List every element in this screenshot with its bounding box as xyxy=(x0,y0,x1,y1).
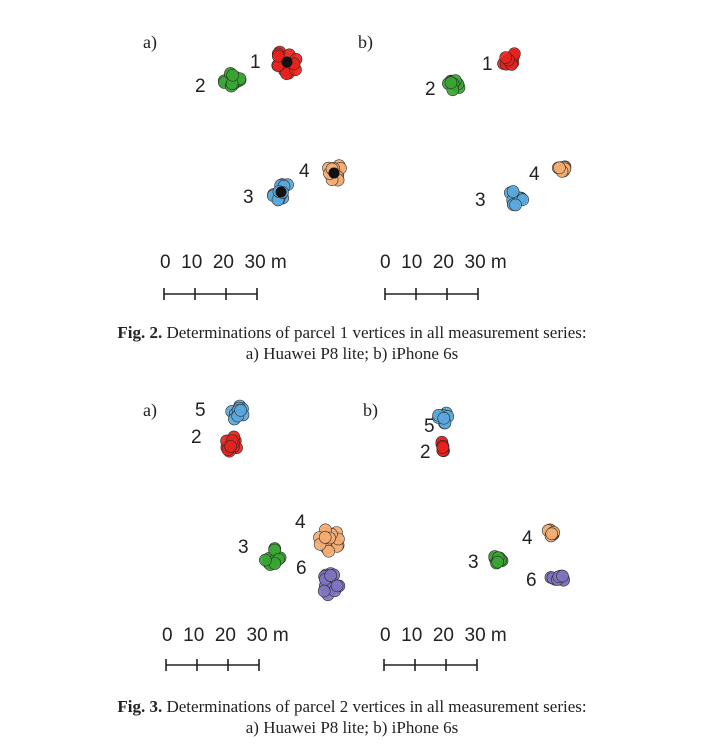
panel-letter: a) xyxy=(143,400,157,420)
measurement-point xyxy=(227,69,239,81)
point-group-2 xyxy=(221,431,243,457)
vertex-label-6: 6 xyxy=(526,570,537,591)
point-group-3 xyxy=(489,551,508,569)
caption-line-2: a) Huawei P8 lite; b) iPhone 6s xyxy=(245,718,459,737)
reference-vertex-marker xyxy=(282,57,293,68)
measurement-point xyxy=(437,442,449,454)
measurement-point xyxy=(500,52,512,64)
caption-line-1: Determinations of parcel 1 vertices in all measurement series: xyxy=(166,323,587,342)
measurement-point xyxy=(510,199,522,211)
measurement-point xyxy=(553,162,565,174)
point-group-4 xyxy=(552,161,571,178)
point-group-6 xyxy=(318,568,345,601)
caption-label: Fig. 2. xyxy=(117,323,163,342)
panel-letter: a) xyxy=(143,32,157,52)
vertex-label-3: 3 xyxy=(468,552,479,573)
point-group-1 xyxy=(272,46,302,80)
vertex-label-4: 4 xyxy=(529,164,540,185)
measurement-point xyxy=(546,528,558,540)
vertex-label-3: 3 xyxy=(475,190,486,211)
scale-bar xyxy=(385,288,478,300)
point-group-1 xyxy=(498,48,521,71)
point-group-5 xyxy=(433,407,454,429)
fig3-panel-b xyxy=(363,400,570,671)
measurement-point xyxy=(325,570,337,582)
vertex-label-3: 3 xyxy=(243,187,254,208)
measurement-point xyxy=(445,77,457,89)
vertex-label-1: 1 xyxy=(250,52,261,73)
fig2-caption xyxy=(0,322,704,364)
point-group-3 xyxy=(267,179,293,206)
fig3-panel-a xyxy=(143,400,345,671)
measurement-point xyxy=(319,531,331,543)
point-group-5 xyxy=(226,400,249,425)
panel-letter: b) xyxy=(358,32,373,52)
vertex-label-2: 2 xyxy=(420,442,431,463)
vertex-label-1: 1 xyxy=(482,54,493,75)
vertex-label-2: 2 xyxy=(195,76,206,97)
scale-label: 0 10 20 30 m xyxy=(380,625,507,646)
point-group-2 xyxy=(218,67,246,92)
fig2-panel-b xyxy=(358,32,571,300)
vertex-label-6: 6 xyxy=(296,558,307,579)
vertex-label-5: 5 xyxy=(195,400,206,421)
point-group-6 xyxy=(545,570,570,586)
measurement-point xyxy=(492,556,504,568)
measurement-point xyxy=(225,440,237,452)
measurement-point xyxy=(331,580,343,592)
scale-bar xyxy=(384,659,477,671)
vertex-label-5: 5 xyxy=(424,416,435,437)
reference-vertex-marker xyxy=(329,168,340,179)
point-group-4 xyxy=(542,524,559,542)
measurement-point xyxy=(318,585,330,597)
vertex-label-2: 2 xyxy=(191,427,202,448)
measurement-point xyxy=(438,412,450,424)
scale-label: 0 10 20 30 m xyxy=(380,252,507,273)
fig2-panel-a xyxy=(143,32,347,300)
measurement-point xyxy=(235,404,247,416)
measurement-point xyxy=(259,554,271,566)
caption-line-2: a) Huawei P8 lite; b) iPhone 6s xyxy=(245,344,459,363)
scale-label: 0 10 20 30 m xyxy=(160,252,287,273)
fig3-caption xyxy=(0,696,704,738)
vertex-label-4: 4 xyxy=(522,528,533,549)
point-group-3 xyxy=(259,543,286,571)
measurement-point xyxy=(507,186,519,198)
vertex-label-3: 3 xyxy=(238,537,249,558)
measurement-point xyxy=(557,570,569,582)
point-group-4 xyxy=(323,160,347,186)
point-group-2 xyxy=(442,75,465,96)
vertex-label-4: 4 xyxy=(299,161,310,182)
scale-bar xyxy=(166,659,259,671)
scale-label: 0 10 20 30 m xyxy=(162,625,289,646)
scale-bar xyxy=(164,288,257,300)
vertex-label-4: 4 xyxy=(295,512,306,533)
panel-letter: b) xyxy=(363,400,378,420)
vertex-label-2: 2 xyxy=(425,79,436,100)
point-group-3 xyxy=(504,186,528,211)
caption-label: Fig. 3. xyxy=(117,697,163,716)
point-group-2 xyxy=(436,436,450,457)
reference-vertex-marker xyxy=(276,187,287,198)
point-group-4 xyxy=(314,524,345,557)
caption-line-1: Determinations of parcel 2 vertices in all measurement series: xyxy=(166,697,587,716)
